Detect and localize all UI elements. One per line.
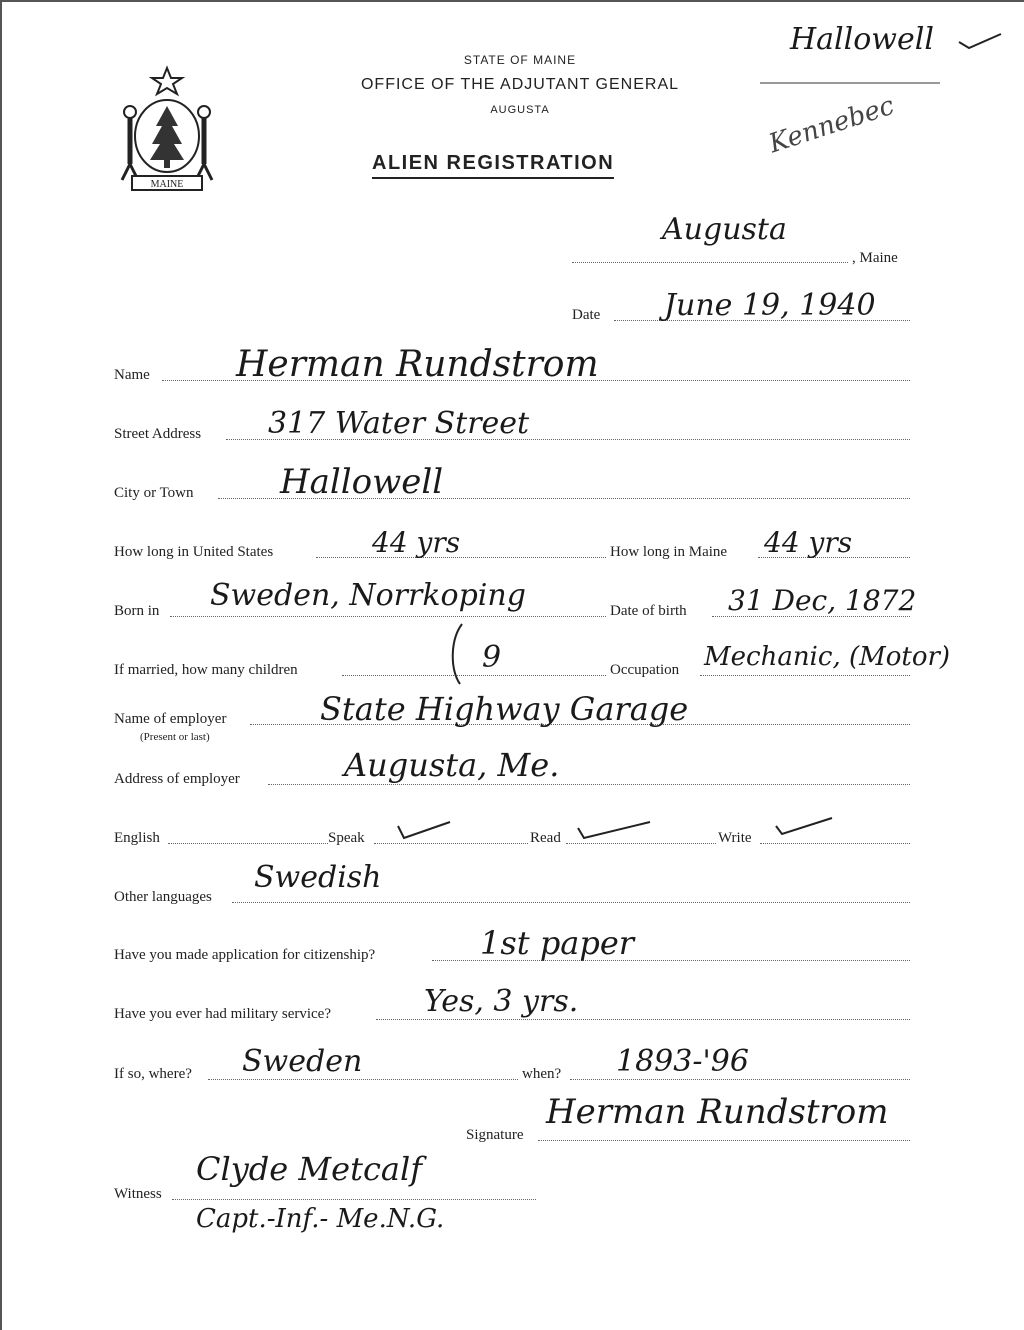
write-label: Write [718, 830, 752, 846]
where-value: Sweden [242, 1044, 363, 1079]
military-value: Yes, 3 yrs. [424, 984, 579, 1019]
witness-label: Witness [114, 1186, 162, 1202]
employer-note: (Present or last) [140, 731, 210, 743]
name-value: Herman Rundstrom [236, 344, 599, 385]
corner-check-icon [955, 28, 1005, 52]
employer-value: State Highway Garage [320, 690, 689, 728]
name-label: Name [114, 367, 150, 383]
where-label: If so, where? [114, 1066, 192, 1082]
header-state: STATE OF MAINE [463, 53, 577, 67]
how-long-us-value: 44 yrs [372, 526, 461, 559]
witness-line [172, 1199, 536, 1200]
date-of-birth-value: 31 Dec, 1872 [728, 584, 917, 617]
speak-label: Speak [328, 830, 365, 846]
occupation-value: Mechanic, (Motor) [704, 642, 951, 672]
occupation-line [700, 675, 910, 676]
corner-underline [760, 82, 940, 84]
employer-label: Name of employer [114, 711, 227, 727]
date-value: June 19, 1940 [664, 288, 876, 323]
speak-check-icon [396, 818, 452, 842]
other-languages-label: Other languages [114, 889, 212, 905]
city-label: City or Town [114, 485, 194, 501]
read-line [566, 843, 716, 844]
date-of-birth-label: Date of birth [610, 603, 687, 619]
street-label: Street Address [114, 426, 202, 442]
military-line [376, 1019, 910, 1020]
witness-signature: Clyde Metcalf [196, 1150, 423, 1188]
employer-address-value: Augusta, Me. [344, 746, 560, 784]
speak-line [374, 843, 528, 844]
state-seal-icon [112, 64, 222, 194]
how-long-maine-label: How long in Maine [610, 544, 728, 560]
born-in-value: Sweden, Norrkoping [210, 578, 526, 613]
other-languages-line [232, 902, 910, 903]
place-value: Augusta [662, 212, 787, 247]
when-label: when? [522, 1066, 562, 1082]
city-value: Hallowell [280, 462, 444, 502]
header-office: OFFICE OF THE ADJUTANT GENERAL [360, 76, 680, 93]
seal-banner-text: MAINE [150, 179, 184, 190]
military-label: Have you ever had military service? [114, 1006, 331, 1022]
when-value: 1893-'96 [616, 1044, 749, 1079]
read-label: Read [530, 830, 561, 846]
children-value: 9 [482, 640, 502, 675]
signature-value: Herman Rundstrom [546, 1092, 889, 1132]
english-line [168, 843, 328, 844]
write-check-icon [774, 814, 834, 838]
how-long-us-line [316, 557, 606, 558]
citizenship-value: 1st paper [480, 924, 635, 962]
citizenship-label: Have you made application for citizenship? [114, 947, 376, 963]
where-line [208, 1079, 518, 1080]
married-label: If married, how many children [114, 662, 298, 678]
other-languages-value: Swedish [254, 860, 382, 895]
english-label: English [114, 830, 160, 846]
employer-address-line [268, 784, 910, 785]
occupation-label: Occupation [610, 662, 680, 678]
place-line [572, 262, 848, 263]
witness-title: Capt.-Inf.- Me.N.G. [196, 1204, 445, 1234]
form-title: ALIEN REGISTRATION [372, 152, 614, 179]
employer-address-label: Address of employer [114, 771, 240, 787]
when-line [570, 1079, 910, 1080]
born-in-label: Born in [114, 603, 160, 619]
read-check-icon [576, 818, 652, 842]
write-line [760, 843, 910, 844]
born-in-line [170, 616, 606, 617]
signature-label: Signature [466, 1127, 524, 1143]
maine-label: , Maine [852, 250, 898, 266]
how-long-us-label: How long in United States [114, 544, 274, 560]
signature-line [538, 1140, 910, 1141]
corner-note-town: Hallowell [790, 22, 934, 57]
how-long-maine-value: 44 yrs [764, 526, 853, 559]
street-value: 317 Water Street [268, 406, 530, 441]
date-label: Date [572, 307, 601, 323]
header-city: AUGUSTA [490, 104, 550, 116]
corner-note-county: Kennebec [765, 90, 898, 160]
